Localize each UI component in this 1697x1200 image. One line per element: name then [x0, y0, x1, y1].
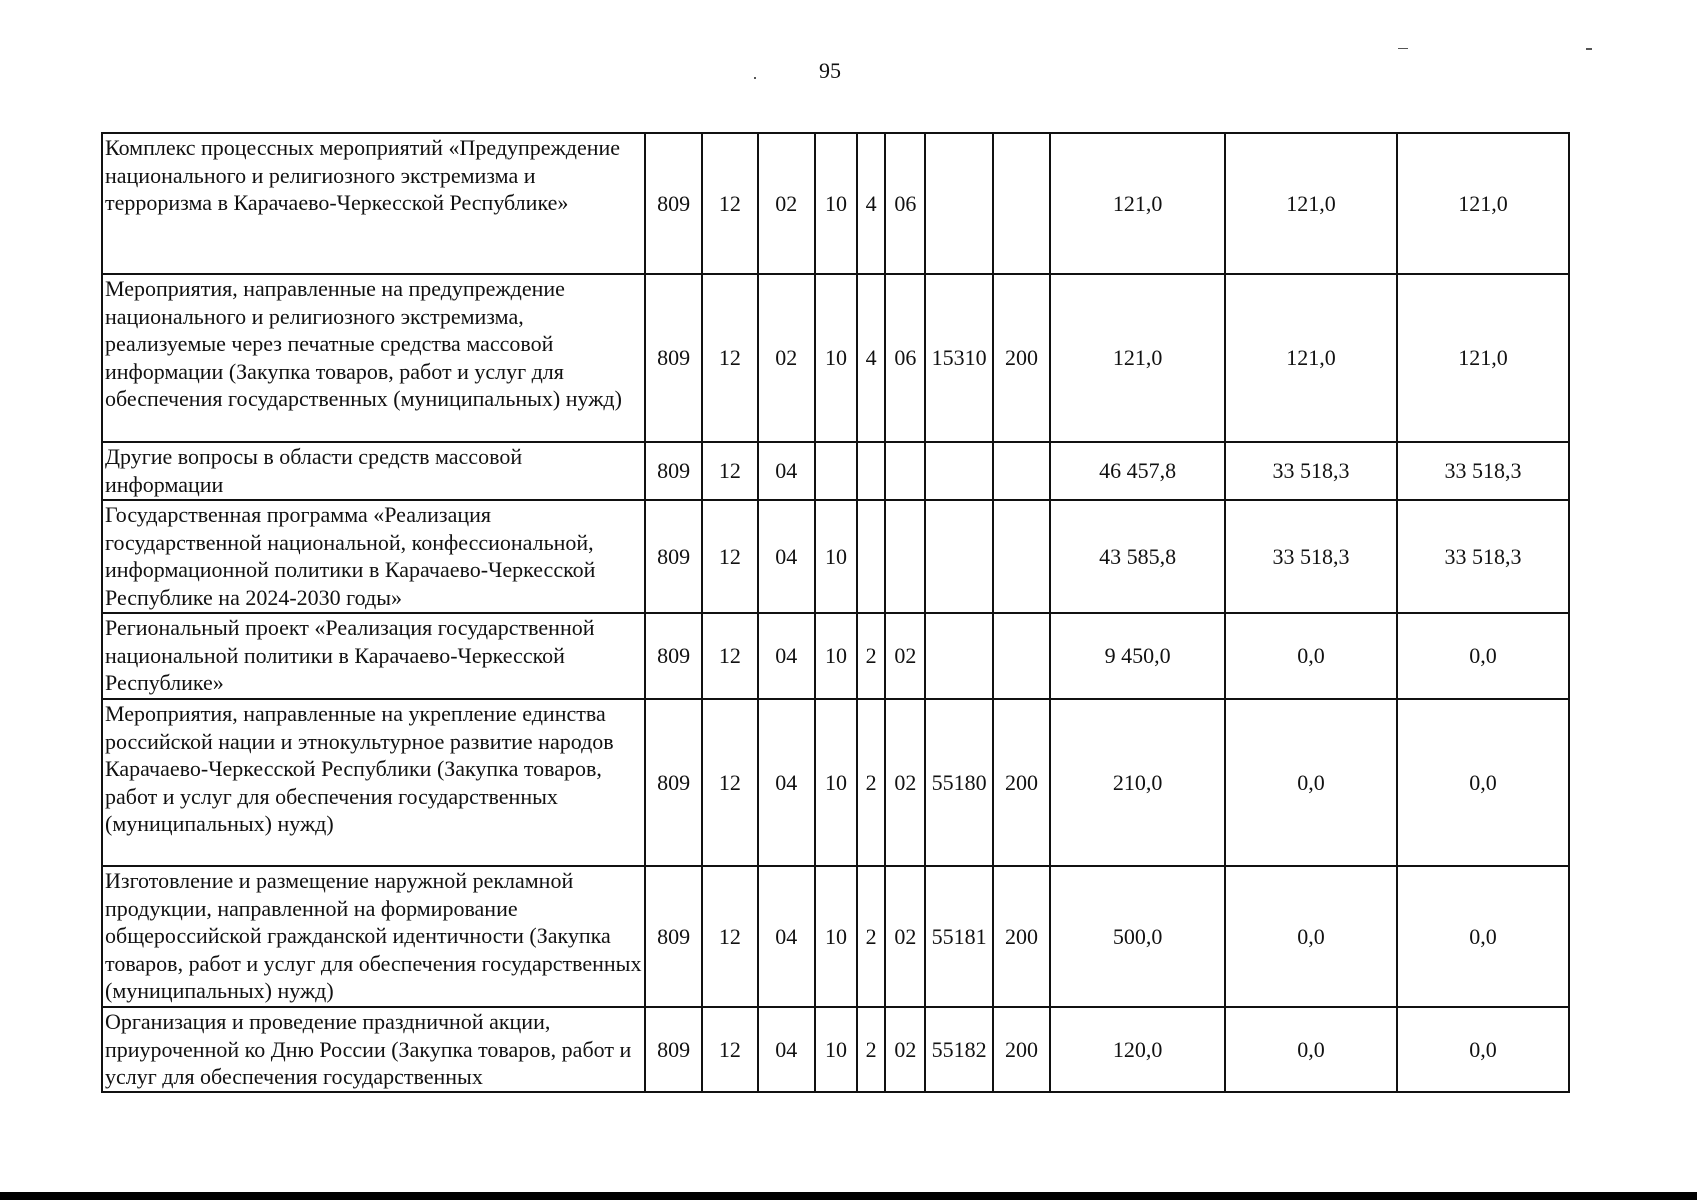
row-name: Комплекс процессных мероприятий «Предупреждение национального и религиозного экстремизма и терроризма в Карачаево-Черкесской Республике» [102, 133, 645, 274]
subsection-code: 04 [758, 442, 815, 500]
table-row [102, 500, 1569, 613]
direction-code: 55181 [925, 866, 992, 1007]
program-code: 10 [815, 613, 857, 699]
subsection-code: 02 [758, 274, 815, 442]
section-code: 12 [702, 500, 757, 613]
amount-2: 121,0 [1225, 274, 1397, 442]
section-code: 12 [702, 866, 757, 1007]
amount-1: 43 585,8 [1050, 500, 1225, 613]
amount-1: 500,0 [1050, 866, 1225, 1007]
program-type-code: 4 [857, 133, 885, 274]
row-name: Региональный проект «Реализация государственной национальной политики в Карачаево-Черкесской Республике» [102, 613, 645, 699]
expense-type-code [993, 613, 1050, 699]
amount-2: 33 518,3 [1225, 500, 1397, 613]
section-code: 12 [702, 133, 757, 274]
expense-type-code [993, 442, 1050, 500]
amount-2: 0,0 [1225, 613, 1397, 699]
structural-element-code: 06 [885, 133, 925, 274]
expense-type-code: 200 [993, 1007, 1050, 1092]
row-name: Другие вопросы в области средств массовой информации [102, 442, 645, 500]
ministry-code: 809 [645, 1007, 702, 1092]
program-type-code [857, 500, 885, 613]
amount-2: 0,0 [1225, 1007, 1397, 1092]
amount-1: 9 450,0 [1050, 613, 1225, 699]
program-code: 10 [815, 133, 857, 274]
subsection-code: 04 [758, 866, 815, 1007]
amount-3: 121,0 [1397, 274, 1569, 442]
expense-type-code [993, 133, 1050, 274]
section-code: 12 [702, 274, 757, 442]
amount-1: 46 457,8 [1050, 442, 1225, 500]
program-type-code: 2 [857, 866, 885, 1007]
amount-1: 121,0 [1050, 133, 1225, 274]
structural-element-code: 06 [885, 274, 925, 442]
subsection-code: 04 [758, 613, 815, 699]
amount-2: 121,0 [1225, 133, 1397, 274]
amount-2: 0,0 [1225, 866, 1397, 1007]
page-number: 95 [819, 58, 841, 83]
amount-1: 121,0 [1050, 274, 1225, 442]
amount-3: 33 518,3 [1397, 442, 1569, 500]
scan-speck [1586, 48, 1592, 50]
amount-1: 120,0 [1050, 1007, 1225, 1092]
scan-bottom-edge [0, 1192, 1697, 1200]
subsection-code: 02 [758, 133, 815, 274]
amount-3: 33 518,3 [1397, 500, 1569, 613]
ministry-code: 809 [645, 442, 702, 500]
amount-2: 0,0 [1225, 699, 1397, 866]
program-code: 10 [815, 500, 857, 613]
table-row [102, 613, 1569, 699]
section-code: 12 [702, 699, 757, 866]
expense-type-code: 200 [993, 274, 1050, 442]
table-row [102, 866, 1569, 1007]
budget-table [101, 132, 1570, 1093]
program-code: 10 [815, 866, 857, 1007]
program-type-code: 2 [857, 699, 885, 866]
program-type-code [857, 442, 885, 500]
row-name: Организация и проведение праздничной акции, приуроченной ко Дню России (Закупка товаров, работ и услуг для обеспечения государственных [102, 1007, 645, 1092]
program-code: 10 [815, 699, 857, 866]
section-code: 12 [702, 1007, 757, 1092]
scan-speck [1398, 48, 1408, 49]
section-code: 12 [702, 442, 757, 500]
amount-3: 0,0 [1397, 613, 1569, 699]
table-row [102, 699, 1569, 866]
direction-code: 55182 [925, 1007, 992, 1092]
amount-3: 121,0 [1397, 133, 1569, 274]
table-row [102, 133, 1569, 274]
program-code: 10 [815, 1007, 857, 1092]
row-name: Мероприятия, направленные на предупреждение национального и религиозного экстремизма, реализуемые через печатные средства массовой информации (Закупка товаров, работ и услуг для обеспечения государственных (муниципальных) нужд) [102, 274, 645, 442]
direction-code: 55180 [925, 699, 992, 866]
program-type-code: 2 [857, 1007, 885, 1092]
expense-type-code: 200 [993, 866, 1050, 1007]
row-name: Мероприятия, направленные на укрепление единства российской нации и этнокультурное развитие народов Карачаево-Черкесской Республики (Закупка товаров, работ и услуг для обеспечения государственных (муниципальных) нужд) [102, 699, 645, 866]
table-row [102, 1007, 1569, 1092]
amount-1: 210,0 [1050, 699, 1225, 866]
amount-2: 33 518,3 [1225, 442, 1397, 500]
expense-type-code: 200 [993, 699, 1050, 866]
program-type-code: 4 [857, 274, 885, 442]
table-row [102, 274, 1569, 442]
program-code: 10 [815, 274, 857, 442]
structural-element-code [885, 442, 925, 500]
amount-3: 0,0 [1397, 699, 1569, 866]
section-code: 12 [702, 613, 757, 699]
structural-element-code: 02 [885, 613, 925, 699]
subsection-code: 04 [758, 1007, 815, 1092]
ministry-code: 809 [645, 133, 702, 274]
row-name: Изготовление и размещение наружной рекламной продукции, направленной на формирование общероссийской гражданской идентичности (Закупка товаров, работ и услуг для обеспечения государственных (муниципальных) нужд) [102, 866, 645, 1007]
structural-element-code: 02 [885, 866, 925, 1007]
structural-element-code [885, 500, 925, 613]
amount-3: 0,0 [1397, 1007, 1569, 1092]
structural-element-code: 02 [885, 1007, 925, 1092]
ministry-code: 809 [645, 866, 702, 1007]
direction-code [925, 133, 992, 274]
subsection-code: 04 [758, 500, 815, 613]
structural-element-code: 02 [885, 699, 925, 866]
table-row [102, 442, 1569, 500]
ministry-code: 809 [645, 699, 702, 866]
subsection-code: 04 [758, 699, 815, 866]
expense-type-code [993, 500, 1050, 613]
program-type-code: 2 [857, 613, 885, 699]
scan-speck [754, 77, 756, 79]
program-code [815, 442, 857, 500]
ministry-code: 809 [645, 613, 702, 699]
direction-code [925, 613, 992, 699]
direction-code [925, 442, 992, 500]
ministry-code: 809 [645, 274, 702, 442]
direction-code: 15310 [925, 274, 992, 442]
row-name: Государственная программа «Реализация государственной национальной, конфессиональной, информационной политики в Карачаево-Черкесской Республике на 2024-2030 годы» [102, 500, 645, 613]
amount-3: 0,0 [1397, 866, 1569, 1007]
ministry-code: 809 [645, 500, 702, 613]
direction-code [925, 500, 992, 613]
